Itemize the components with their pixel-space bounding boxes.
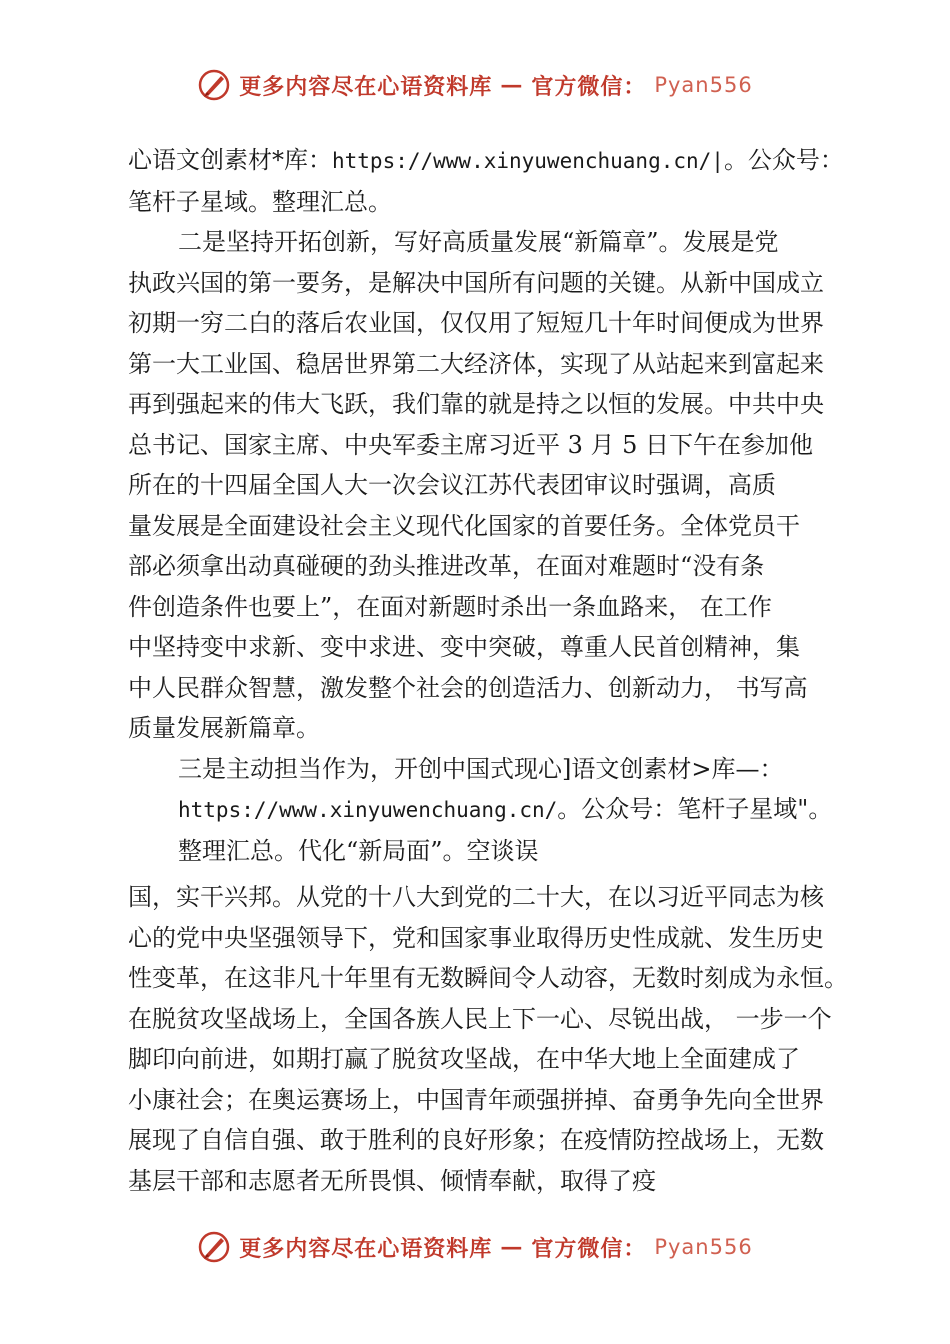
url-text: https://www.xinyuwenchuang.cn/: [178, 798, 558, 822]
body-line: 性变革，在这非凡十年里有无数瞬间令人动容，无数时刻成为永恒。: [128, 964, 848, 992]
body-line: 初期一穷二白的落后农业国，仅仅用了短短几十年时间便成为世界: [128, 309, 824, 337]
banner-text: 更多内容尽在心语资料库: [239, 1235, 493, 1262]
body-line: 件创造条件也要上”，在面对新题时杀出一条血路来， 在工作: [128, 592, 772, 621]
body-line: 质量发展新篇章。: [128, 714, 320, 742]
body-line: 执政兴国的第一要务，是解决中国所有问题的关键。从新中国成立: [128, 268, 824, 297]
body-line: 心的党中央坚强领导下，党和国家事业取得历史性成就、发生历史: [128, 923, 824, 952]
body-line: [128, 140, 850, 182]
banner-dash: —: [500, 1234, 524, 1260]
body-line: 小康社会；在奥运赛场上，中国青年顽强拼掉、奋勇争先向全世界: [128, 1085, 824, 1114]
header-watermark-banner: [0, 68, 950, 118]
body-line: 展现了自信自强、敢于胜利的良好形象；在疫情防控战场上，无数: [128, 1126, 824, 1154]
body-line: 在脱贫攻坚战场上，全国各族人民上下一心、尽锐出战， 一步一个: [128, 1004, 832, 1033]
pen-feather-logo-icon: [197, 68, 231, 102]
text-span: 。公众号：笔杆子星域"。: [557, 795, 833, 823]
banner-dash: —: [500, 72, 524, 98]
banner-wechat-id: Pyan556: [654, 1235, 753, 1259]
body-line: 整理汇总。代化“新局面”。空谈误: [178, 836, 539, 865]
banner-wechat-label: 官方微信：: [531, 73, 647, 100]
body-line: 国，实干兴邦。从党的十八大到党的二十大，在以习近平同志为核: [128, 883, 824, 911]
document-body: [128, 140, 850, 1201]
body-line: 笔杆子星域。整理汇总。: [128, 187, 392, 216]
body-line: 基层干部和志愿者无所畏惧、倾情奉献，取得了疫: [128, 1166, 656, 1195]
banner-wechat-label: 官方微信：: [531, 1235, 647, 1262]
body-line: 所在的十四届全国人大一次会议江苏代表团审议时强调，高质: [128, 471, 776, 499]
body-line: [128, 789, 850, 831]
body-line: 总书记、国家主席、中央军委主席习近平 3 月 5 日下午在参加他: [128, 430, 814, 459]
banner-text: 更多内容尽在心语资料库: [239, 73, 493, 100]
body-line: 量发展是全面建设社会主义现代化国家的首要任务。全体党员干: [128, 511, 800, 540]
url-text: https://www.xinyuwenchuang.cn/|: [332, 149, 724, 173]
paragraph-first-line: 三是主动担当作为，开创中国式现心]语文创素材>库—：: [178, 754, 784, 783]
body-line: 中坚持变中求新、变中求进、变中突破，尊重人民首创精神，集: [128, 633, 800, 661]
body-line: 中人民群众智慧，激发整个社会的创造活力、创新动力， 书写高: [128, 673, 808, 702]
body-line: 再到强起来的伟大飞跃，我们靠的就是持之以恒的发展。中共中央: [128, 390, 824, 418]
paragraph-first-line: 二是坚持开拓创新，写好高质量发展“新篇章”。发展是党: [178, 228, 779, 256]
body-line: 第一大工业国、稳居世界第二大经济体，实现了从站起来到富起来: [128, 349, 824, 378]
text-span: 心语文创素材*库：: [128, 146, 332, 174]
footer-watermark-banner: [0, 1230, 950, 1280]
body-line: 脚印向前进，如期打赢了脱贫攻坚战，在中华大地上全面建成了: [128, 1045, 800, 1073]
text-span: 。公众号：: [723, 146, 844, 174]
body-line: 部必须拿出动真碰硬的劲头推进改革，在面对难题时“没有条: [128, 552, 765, 580]
pen-feather-logo-icon: [197, 1230, 231, 1264]
banner-wechat-id: Pyan556: [654, 73, 753, 97]
